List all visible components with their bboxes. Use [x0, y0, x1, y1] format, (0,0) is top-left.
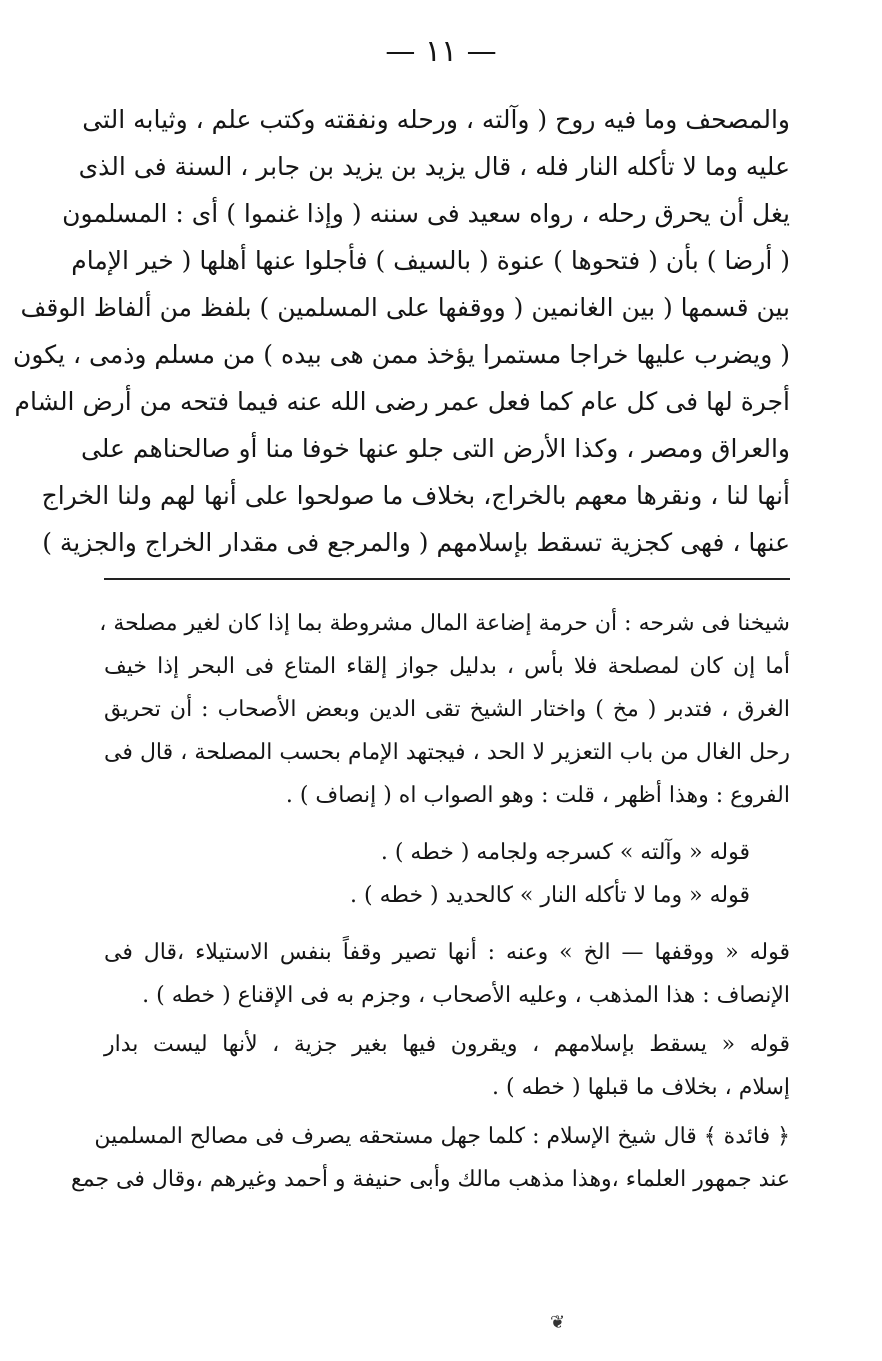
- footnote-line: شيخنا فى شرحه : أن حرمة إضاعة المال مشروطة بما إذا كان لغير مصلحة ،: [99, 611, 790, 636]
- footnote-line: إسلام ، بخلاف ما قبلها ( خطه ) .: [492, 1075, 790, 1100]
- footnote-line: أما إن كان لمصلحة فلا بأس ، بدليل جواز إلقاء المتاع فى البحر إذا خيف: [104, 654, 790, 679]
- footnote-divider: [104, 578, 790, 580]
- footnotes-block: [71, 602, 790, 1201]
- main-text-line: أجرة لها فى كل عام كما فعل عمر رضى الله عنه فيما فتحه من أرض الشام: [14, 387, 790, 416]
- footnote-line: رحل الغال من باب التعزير لا الحد ، فيجتهد الإمام بحسب المصلحة ، قال فى: [104, 740, 790, 765]
- main-text-line: والمصحف وما فيه روح ( وآلته ، ورحله ونفقته وكتب علم ، وثيابه التى: [82, 105, 790, 134]
- footnote-line: الفروع : وهذا أظهر ، قلت : وهو الصواب اه ( إنصاف ) .: [285, 783, 790, 808]
- main-text-line: عنها ، فهى كجزية تسقط بإسلامهم ( والمرجع فى مقدار الخراج والجزية ): [42, 528, 790, 557]
- footnote-line: قوله « يسقط بإسلامهم ، ويقرون فيها بغير جزية ، لأنها ليست بدار: [104, 1032, 790, 1057]
- main-text-block: [12, 96, 790, 566]
- footnote-line: قوله « وما لا تأكله النار » كالحديد ( خطه ) .: [350, 883, 750, 908]
- page-number: — ١١ —: [385, 34, 497, 69]
- main-text-line: والعراق ومصر ، وكذا الأرض التى جلو عنها خوفا منا أو صالحناهم على: [80, 434, 790, 463]
- main-text-line: ( أرضا ) بأن ( فتحوها ) عنوة ( بالسيف ) فأجلوا عنها أهلها ( خير الإمام: [71, 246, 790, 275]
- footnote-line: الإنصاف : هذا المذهب ، وعليه الأصحاب ، وجزم به فى الإقناع ( خطه ) .: [142, 983, 790, 1008]
- ornament-mark: ❦: [550, 1312, 566, 1333]
- footnote-line: عند جمهور العلماء ،وهذا مذهب مالك وأبى حنيفة و أحمد وغيرهم ،وقال فى جمع: [71, 1167, 790, 1192]
- main-text-line: أنها لنا ، ونقرها معهم بالخراج، بخلاف ما صولحوا على أنها لهم ولنا الخراج: [41, 481, 790, 510]
- footnote-line: الغرق ، فتدبر ( مخ ) واختار الشيخ تقى الدين وبعض الأصحاب : أن تحريق: [104, 697, 790, 722]
- footnote-line: قوله « ووقفها — الخ » وعنه : أنها تصير وقفاً بنفس الاستيلاء ،قال فى: [104, 940, 790, 965]
- footnote-line: قوله « وآلته » كسرجه ولجامه ( خطه ) .: [380, 840, 750, 865]
- main-text-line: بين قسمها ( بين الغانمين ( ووقفها على المسلمين ) بلفظ من ألفاظ الوقف: [20, 293, 790, 322]
- footnote-line: ﴿ فائدة ﴾ قال شيخ الإسلام : كلما جهل مستحقه يصرف فى مصالح المسلمين: [94, 1124, 790, 1149]
- main-text-line: عليه وما لا تأكله النار فله ، قال يزيد بن يزيد بن جابر ، السنة فى الذى: [78, 152, 790, 181]
- main-text-line: يغل أن يحرق رحله ، رواه سعيد فى سننه ( وإذا غنموا ) أى : المسلمون: [62, 199, 790, 228]
- main-text-line: ( ويضرب عليها خراجا مستمرا يؤخذ ممن هى بيده ) من مسلم وذمى ، يكون: [12, 340, 790, 369]
